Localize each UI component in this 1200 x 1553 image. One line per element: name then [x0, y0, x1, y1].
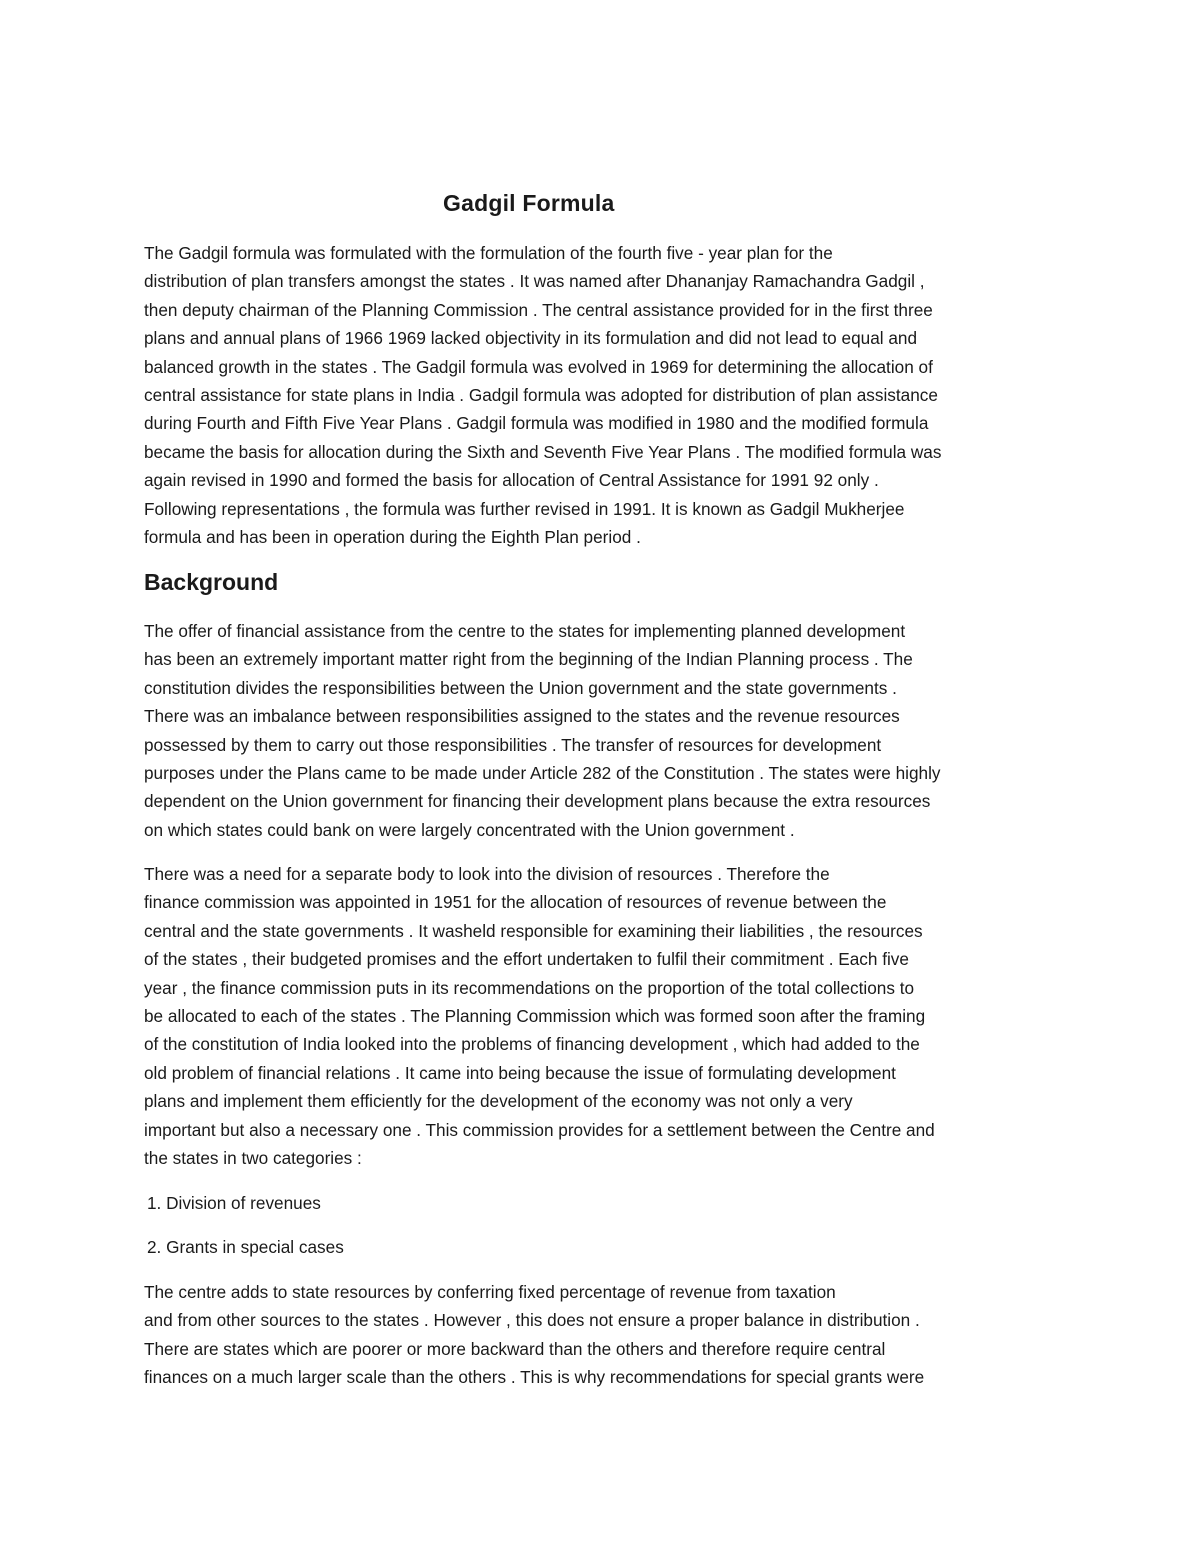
intro-paragraph: The Gadgil formula was formulated with the formulation of the fourth five - year plan for the distribution of plan transfers amongst the states . It was named after Dhananjay Ramachandra Gadgil , then deputy chairman of the Planning Commission . The central assistance provided for in the first three plans and annual plans of 1966 1969 lacked objectivity in its formulation and did not lead to equal and balanced growth in the states . The Gadgil formula was evolved in 1969 for determining the allocation of central assistance for state plans in India . Gadgil formula was adopted for distribution of plan assistance during Fourth and Fifth Five Year Plans . Gadgil formula was modified in 1980 and the modified formula became the basis for allocation during the Sixth and Seventh Five Year Plans . The modified formula was again revised in 1990 and formed the basis for allocation of Central Assistance for 1991 92 only . Following representations , the formula was further revised in 1991. It is known as Gadgil Mukherjee formula and has been in operation during the Eighth Plan period . — [144, 243, 942, 548]
background-paragraph-2: There was a need for a separate body to look into the division of resources . Therefore the finance commission was appointed in 1951 for the allocation of resources of revenue between the central and the state governments . It washeld responsible for examining their liabilities , the resources of the states , their budgeted promises and the effort undertaken to fulfil their commitment . Each five year , the finance commission puts in its recommendations on the proportion of the total collections to be allocated to each of the states . The Planning Commission which was formed soon after the framing of the constitution of India looked into the problems of financing development , which had added to the old problem of financial relations . It came into being because the issue of formulating development plans and implement them efficiently for the development of the economy was not only a very important but also a necessary one . This commission provides for a settlement between the Centre and the states in two categories : — [144, 864, 935, 1169]
background-heading: Background — [144, 569, 279, 595]
background-paragraph-3: The centre adds to state resources by conferring fixed percentage of revenue from taxation and from other sources to the states . However , this does not ensure a proper balance in distribution . There are states which are poorer or more backward than the others and therefore require central finances on a much larger scale than the others . This is why recommendations for special grants were — [144, 1282, 925, 1388]
background-paragraph-1: The offer of financial assistance from the centre to the states for implementing planned development has been an extremely important matter right from the beginning of the Indian Planning process . The constitution divides the responsibilities between the Union government and the state governments . There was an imbalance between responsibilities assigned to the states and the revenue resources possessed by them to carry out those responsibilities . The transfer of resources for development purposes under the Plans came to be made under Article 282 of the Constitution . The states were highly dependent on the Union government for financing their development plans because the extra resources on which states could bank on were largely concentrated with the Union government . — [144, 621, 941, 840]
list-item: 1. Division of revenues — [147, 1193, 321, 1213]
list-item: 2. Grants in special cases — [147, 1237, 344, 1257]
document-title: Gadgil Formula — [443, 190, 615, 216]
